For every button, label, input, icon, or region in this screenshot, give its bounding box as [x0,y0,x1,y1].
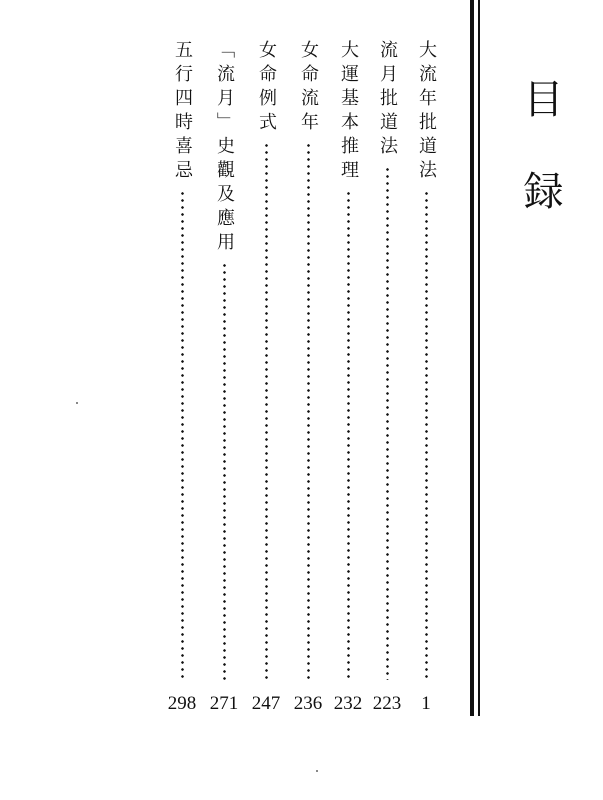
toc-entry-title: 大運基本推理 [338,40,359,184]
toc-entry-page: 232 [333,693,363,714]
toc-leader-dots [347,190,350,680]
toc-entry-page: 223 [372,693,402,714]
toc-leader-dots [223,262,226,680]
toc-leader-dots [307,142,310,680]
paper-speck [316,770,318,772]
toc-entry [213,40,235,680]
toc-entry [297,40,319,680]
toc-entry-title: 流月批道法 [377,40,398,160]
toc-entry [376,40,398,680]
toc-entry-title: 五行四時喜忌 [172,40,193,184]
toc-entry [171,40,193,680]
toc-leader-dots [425,190,428,680]
margin-rule-thin [478,0,480,716]
toc-leader-dots [265,142,268,680]
paper-speck [76,402,78,404]
toc-entry-page: 247 [251,693,281,714]
toc-entry [255,40,277,680]
page-title: 目録 [517,78,563,262]
toc-entry-page: 271 [209,693,239,714]
toc-entry-page: 1 [421,693,431,714]
margin-rule-thick [470,0,474,716]
toc-entry-page: 236 [293,693,323,714]
toc-leader-dots [386,166,389,680]
toc-entry-title: 女命流年 [298,40,319,136]
toc-entry-page: 298 [167,693,197,714]
toc-entry [337,40,359,680]
toc-entry [415,40,437,680]
toc-entry-title: 「流月」史觀及應用 [214,40,235,256]
toc-leader-dots [181,190,184,680]
toc-entry-title: 大流年批道法 [416,40,437,184]
toc-entry-title: 女命例式 [256,40,277,136]
